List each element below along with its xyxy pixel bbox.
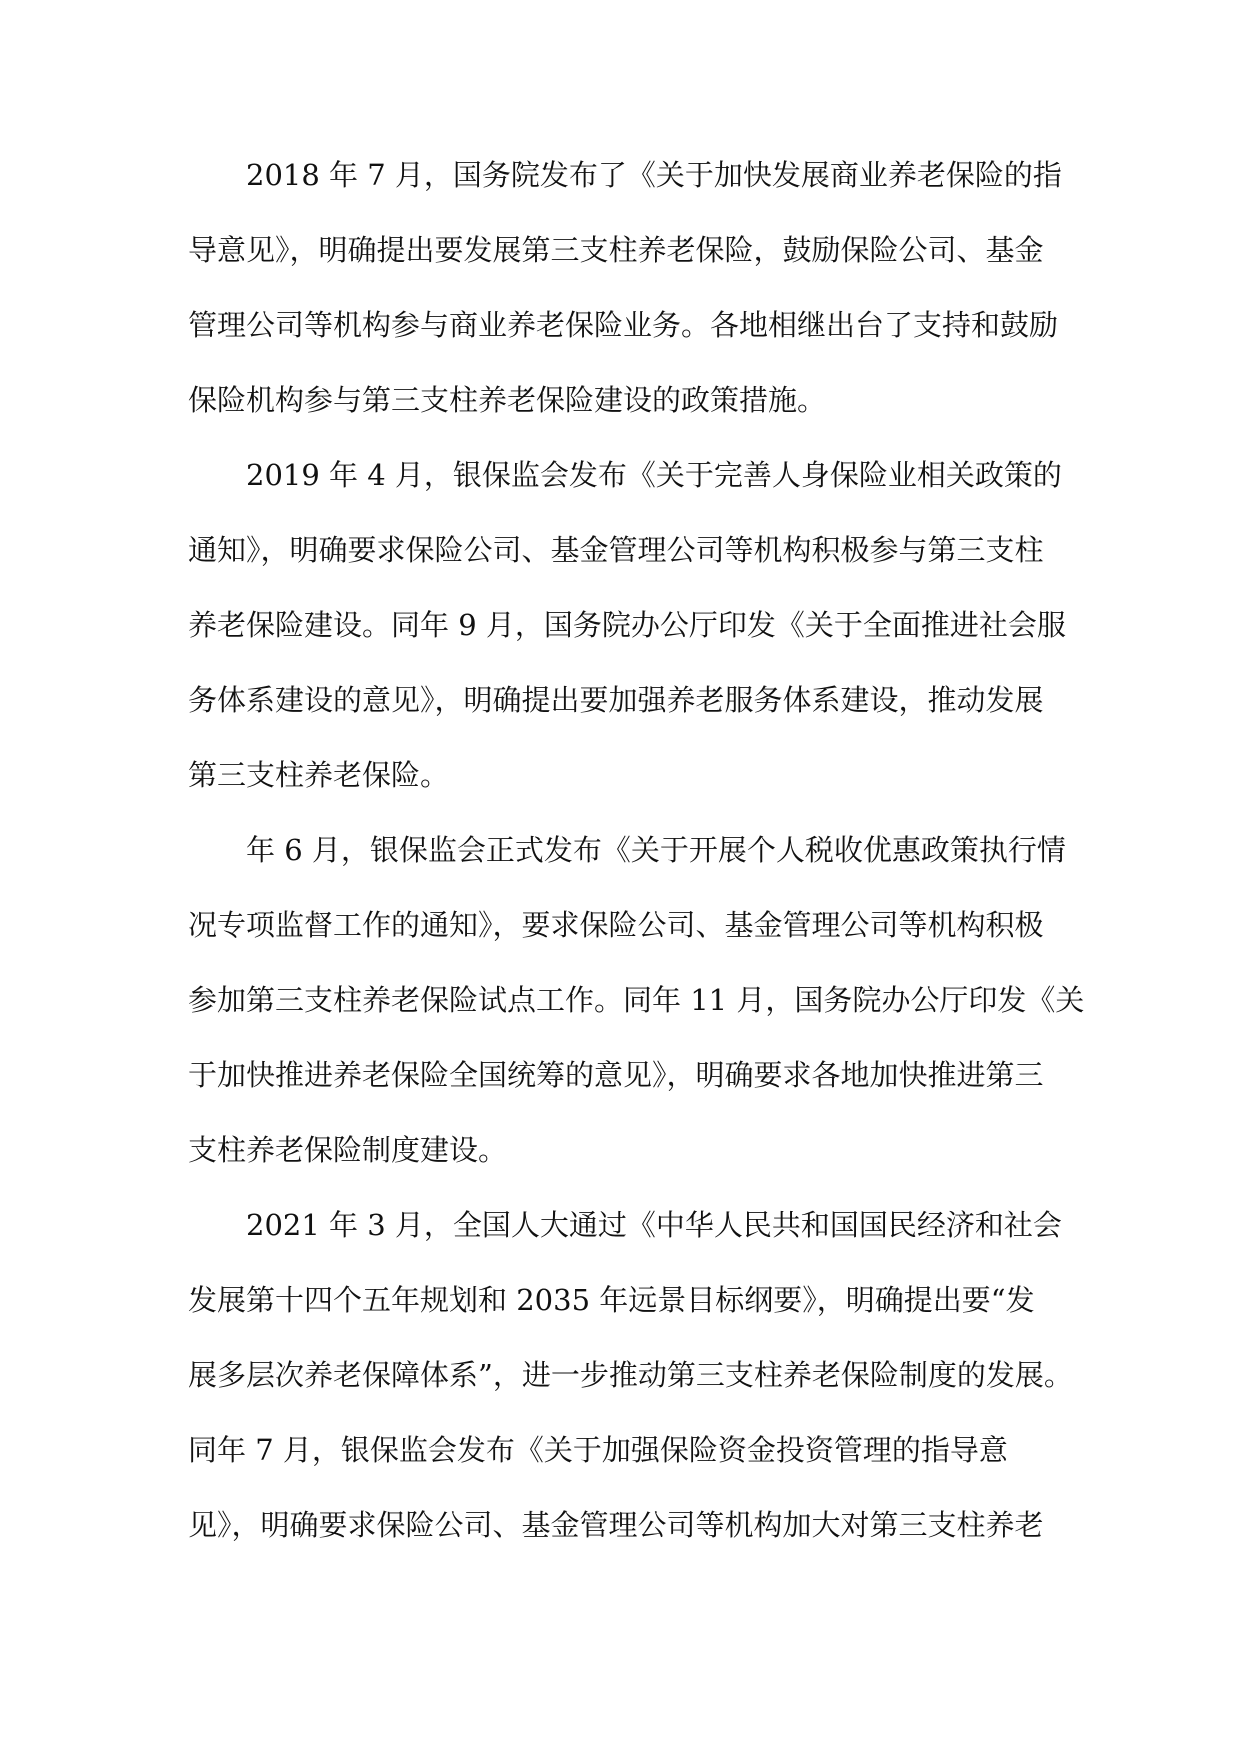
paragraph-3-line-5: 支柱养老保险制度建设。 <box>188 1133 508 1167</box>
paragraph-4-line-2: 发展第十四个五年规划和 2035 年远景目标纲要》，明确提出要“发 <box>188 1283 1035 1317</box>
paragraph-3-line-4: 于加快推进养老保险全国统筹的意见》，明确要求各地加快推进第三 <box>188 1058 1044 1092</box>
paragraph-4-line-5: 见》，明确要求保险公司、基金管理公司等机构加大对第三支柱养老 <box>188 1508 1044 1542</box>
paragraph-4-line-4: 同年 7 月，银保监会发布《关于加强保险资金投资管理的指导意 <box>188 1433 1008 1467</box>
paragraph-4-line-1: 2021 年 3 月，全国人大通过《中华人民共和国国民经济和社会 <box>246 1208 1062 1242</box>
paragraph-3-line-2: 况专项监督工作的通知》，要求保险公司、基金管理公司等机构积极 <box>188 908 1044 942</box>
paragraph-3-line-3: 参加第三支柱养老保险试点工作。同年 11 月，国务院办公厅印发《关 <box>188 983 1085 1017</box>
paragraph-2-line-5: 第三支柱养老保险。 <box>188 758 450 792</box>
paragraph-2-line-2: 通知》，明确要求保险公司、基金管理公司等机构积极参与第三支柱 <box>188 533 1044 567</box>
paragraph-1-line-2: 导意见》，明确提出要发展第三支柱养老保险，鼓励保险公司、基金 <box>188 233 1044 267</box>
paragraph-2-line-4: 务体系建设的意见》，明确提出要加强养老服务体系建设，推动发展 <box>188 683 1044 717</box>
paragraph-4-line-3: 展多层次养老保障体系”，进一步推动第三支柱养老保险制度的发展。 <box>188 1358 1073 1392</box>
document-body <box>188 138 1085 1563</box>
paragraph-1-line-4: 保险机构参与第三支柱养老保险建设的政策措施。 <box>188 383 827 417</box>
paragraph-3-line-1: 年 6 月，银保监会正式发布《关于开展个人税收优惠政策执行情 <box>246 833 1066 867</box>
paragraph-2-line-1: 2019 年 4 月，银保监会发布《关于完善人身保险业相关政策的 <box>246 458 1062 492</box>
paragraph-1-line-1: 2018 年 7 月，国务院发布了《关于加快发展商业养老保险的指 <box>246 158 1062 192</box>
paragraph-1-line-3: 管理公司等机构参与商业养老保险业务。各地相继出台了支持和鼓励 <box>188 308 1059 342</box>
paragraph-2-line-3: 养老保险建设。同年 9 月，国务院办公厅印发《关于全面推进社会服 <box>188 608 1066 642</box>
